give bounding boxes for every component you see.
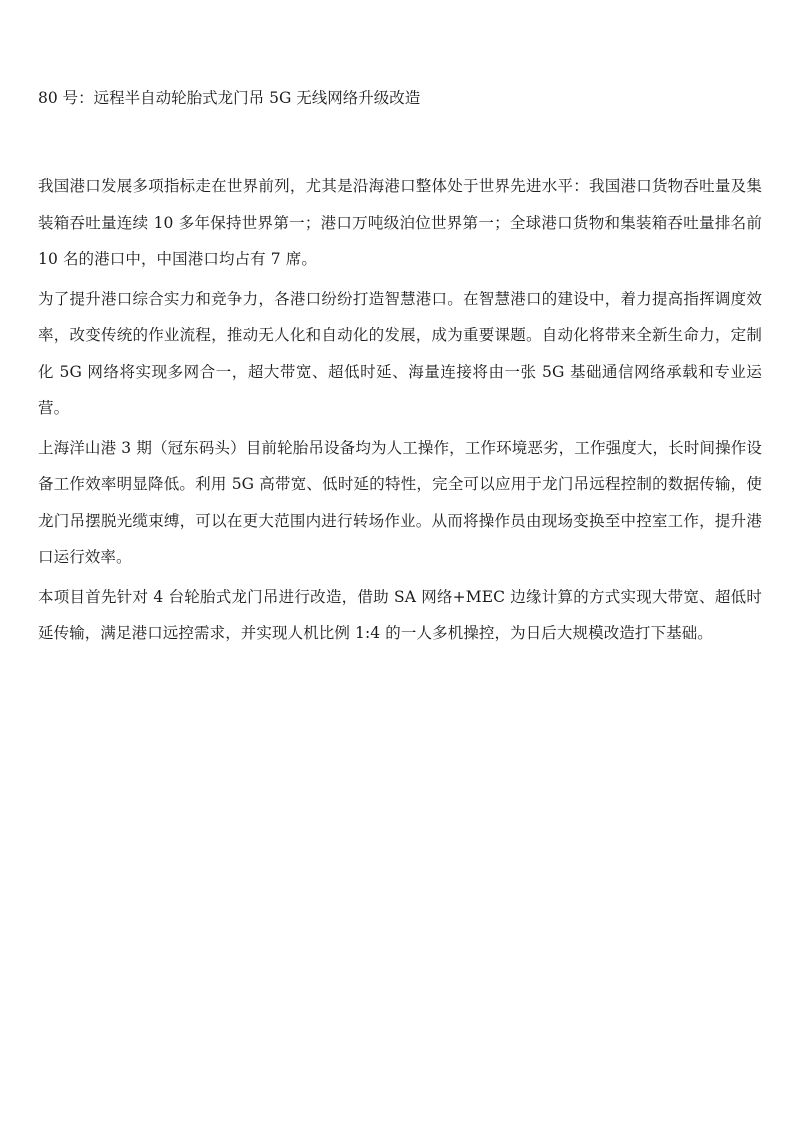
document-body — [38, 168, 762, 655]
document-title: 80 号：远程半自动轮胎式龙门吊 5G 无线网络升级改造 — [38, 89, 421, 107]
paragraph-yangshan-port: 上海洋山港 3 期（冠东码头）目前轮胎吊设备均为人工操作，工作环境恶劣，工作强度大，长时间操作设备工作效率明显降低。利用 5G 高带宽、低时延的特性，完全可以应用于龙门吊远程控制的数据传输，使龙门吊摆脱光缆束缚，可以在更大范围内进行转场作业。从而将操作员由现场变换至中控室工作，提升港口运行效率。 — [38, 438, 762, 566]
paragraph-project-scope: 本项目首先针对 4 台轮胎式龙门吊进行改造，借助 SA 网络+MEC 边缘计算的方式实现大带宽、超低时延传输，满足港口远控需求，并实现人机比例 1:4 的一人多机操控，为日后大规模改造打下基础。 — [38, 587, 762, 642]
paragraph-smart-port: 为了提升港口综合实力和竞争力，各港口纷纷打造智慧港口。在智慧港口的建设中，着力提高指挥调度效率，改变传统的作业流程，推动无人化和自动化的发展，成为重要课题。自动化将带来全新生命力，定制化 5G 网络将实现多网合一，超大带宽、超低时延、海量连接将由一张 5G 基础通信网络承载和专业运营。 — [38, 289, 762, 417]
paragraph-port-rankings: 我国港口发展多项指标走在世界前列，尤其是沿海港口整体处于世界先进水平：我国港口货物吞吐量及集装箱吞吐量连续 10 多年保持世界第一；港口万吨级泊位世界第一；全球港口货物和集装箱吞吐量排名前 10 名的港口中，中国港口均占有 7 席。 — [38, 177, 762, 268]
